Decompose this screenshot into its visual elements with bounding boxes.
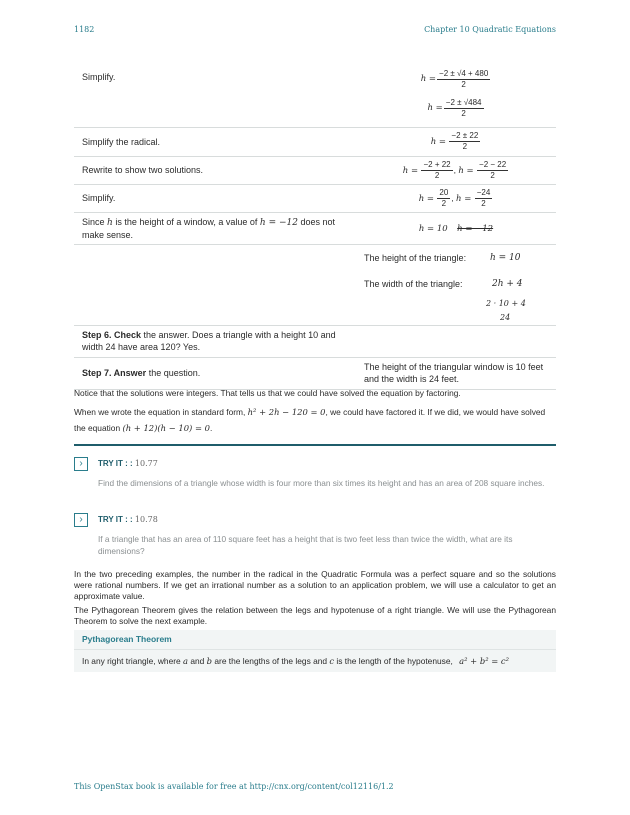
pythagorean-theorem-box xyxy=(74,630,556,672)
step-math: h = $\frac{-2 \pm 22}{2}$ xyxy=(356,127,556,156)
width-label: The width of the triangle: xyxy=(364,278,463,289)
table-row xyxy=(74,325,556,357)
pythagorean-paragraph: The Pythagorean Theorem gives the relation between the legs and hypotenuse of a right triangle. We will use the Pythagorean Theorem to solve the next example. xyxy=(74,605,556,626)
height-value: h = 10 xyxy=(490,252,521,263)
width-step: 2 · 10 + 4 xyxy=(486,298,526,308)
steps-table xyxy=(74,62,556,390)
table-row xyxy=(74,184,556,212)
section-divider xyxy=(74,444,556,446)
step-label: Simplify. xyxy=(74,62,356,127)
chapter-title: Chapter 10 Quadratic Equations xyxy=(424,25,556,34)
table-row xyxy=(74,156,556,184)
step-6: Step 6. Check the answer. Does a triangle with a height 10 and width 24 have area 120? Yes. xyxy=(74,325,356,357)
step-label: Simplify. xyxy=(74,184,356,212)
fraction: $\frac{-2 \pm √4 + 480}{2}$ xyxy=(439,68,489,89)
factor-paragraph: When we wrote the equation in standard form, h² + 2h − 120 = 0, we could have factored it. If we did, we would have solved the equation (h + 12)(h − 10) = 0. xyxy=(74,407,546,433)
step-math: h = 10 h = −12 xyxy=(356,212,556,244)
final-answer: The height of the triangular window is 10 feet and the width is 24 feet. xyxy=(356,357,556,389)
theorem-title: Pythagorean Theorem xyxy=(82,634,172,644)
try-it-question: Find the dimensions of a triangle whose width is four more than six times its height and has an area of 208 square inches. xyxy=(98,478,545,488)
table-row xyxy=(74,244,556,325)
chevron-right-icon[interactable]: › xyxy=(74,513,88,527)
step-math: h = $\frac{20}{2}$ , h = $\frac{-24}{2}$ xyxy=(356,184,556,212)
notice-paragraph: Notice that the solutions were integers. That tells us that we could have solved the equation by factoring. xyxy=(74,388,461,398)
table-row xyxy=(74,127,556,156)
page-number: 1182 xyxy=(74,25,95,34)
step-math: h = $\frac{-2 + 22}{2}$ , h = $\frac{-2 - 22}{2}$ xyxy=(356,156,556,184)
height-label: The height of the triangle: xyxy=(364,252,467,263)
footer-note: This OpenStax book is available for free at http://cnx.org/content/col12116/1.2 xyxy=(74,782,394,791)
preceding-paragraph: In the two preceding examples, the number in the radical in the Quadratic Formula was a perfect square and so the solutions were rational numbers. If we get an irrational number as a solution to an application problem, we will use a calculator to get an approximate value. xyxy=(74,569,556,601)
triangle-dimensions: The height of the triangle: h = 10 The width of the triangle: 2h + 4 2 · 10 + 4 24 xyxy=(356,244,556,325)
step-math: h = $\frac{-2 \pm √4 + 480}{2}$ h = $\frac{-2 \pm √484}{2}$ xyxy=(356,62,556,127)
struck-out-solution: h = −12 xyxy=(457,223,494,234)
step-7: Step 7. Answer the question. xyxy=(74,357,356,389)
try-it-question: If a triangle that has an area of 110 square feet has a height that is two feet less than twice the width, what are its dimensions? xyxy=(98,534,513,556)
chevron-right-icon[interactable]: › xyxy=(74,457,88,471)
fraction: $\frac{-2 \pm √484}{2}$ xyxy=(445,97,482,118)
table-row xyxy=(74,357,556,389)
table-row xyxy=(74,62,556,127)
step-label: Rewrite to show two solutions. xyxy=(74,156,356,184)
theorem-statement: In any right triangle, where a and b are the lengths of the legs and c is the length of the hypotenuse, a² + b² = c² xyxy=(82,656,509,666)
step-label: Simplify the radical. xyxy=(74,127,356,156)
step-label: Since h is the height of a window, a value of h = −12 does not make sense. xyxy=(74,212,356,244)
table-row xyxy=(74,212,556,244)
width-result: 24 xyxy=(500,312,511,322)
